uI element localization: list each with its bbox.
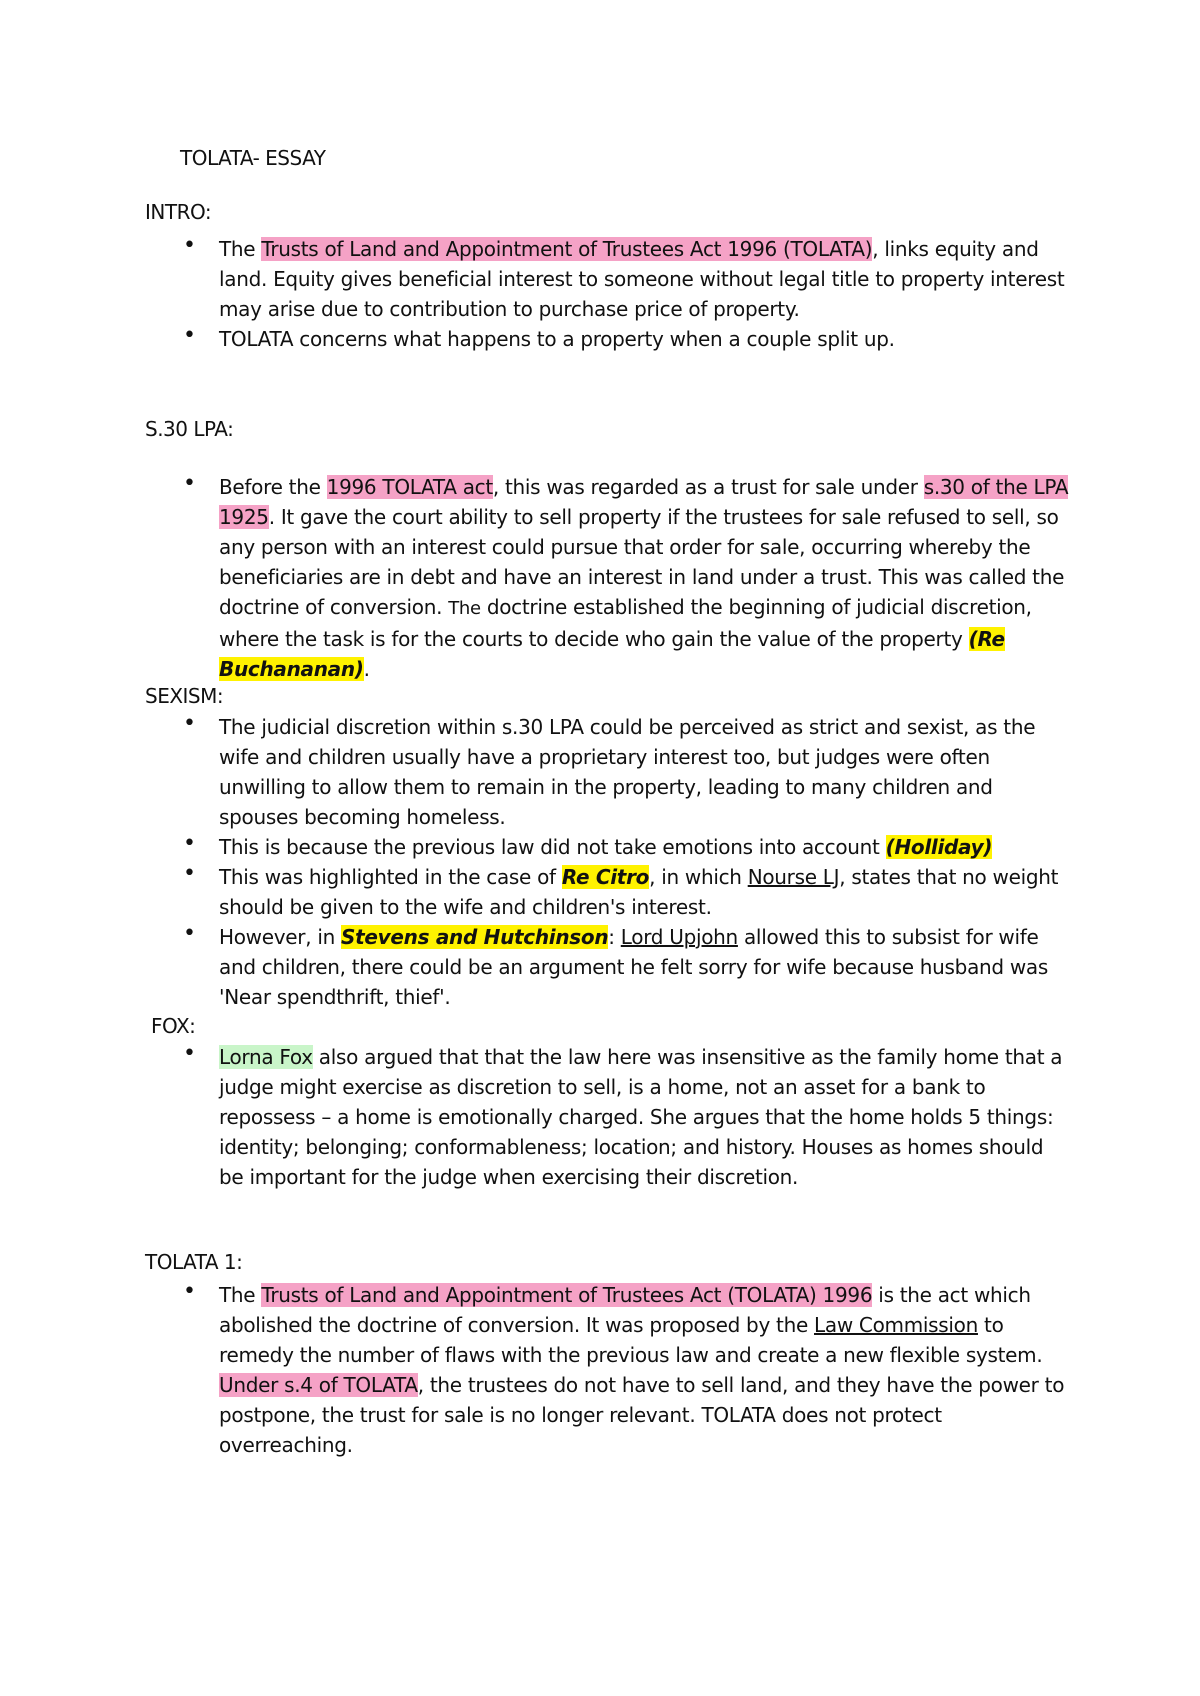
s30-bullet-1 xyxy=(219,472,1069,684)
text-run: This was highlighted in the case of xyxy=(219,865,562,889)
sexism-bullet-1 xyxy=(219,712,1069,832)
heading-fox: FOX: xyxy=(151,1014,196,1038)
heading-tolata-1: TOLATA 1: xyxy=(145,1250,243,1274)
highlight-under-s4-tolata: Under s.4 of TOLATA xyxy=(219,1373,418,1397)
heading-intro: INTRO: xyxy=(145,200,212,224)
sexism-bullet-3 xyxy=(219,862,1069,922)
sexism-bullet-4 xyxy=(219,922,1069,1012)
case-stevens-and-hutchinson: Stevens and Hutchinson xyxy=(341,925,609,949)
text-run: This is because the previous law did not take emotions into account xyxy=(219,835,886,859)
text-run: . It gave the court ability to sell property if the trustees for sale refused to sell, so any person with an interest could pursue that order for sale, occurring whereby the beneficiaries are in debt and have an interest in land under a trust. This was called the doctrine of conversion. xyxy=(219,505,1065,619)
fox-bullet-1 xyxy=(219,1042,1069,1192)
intro-bullet-1 xyxy=(219,234,1069,324)
text-run: The xyxy=(219,237,262,261)
text-run: to remedy the number of flaws with the previous law and create a new flexible system. xyxy=(219,1313,1043,1367)
highlight-1996-tolata-act: 1996 TOLATA act xyxy=(326,475,493,499)
case-re-citro: Re Citro xyxy=(561,865,650,889)
text-run: The xyxy=(448,598,481,619)
text-run: doctrine established the beginning of judicial discretion, where the task is for the courts to decide who gain the value of the property xyxy=(219,595,1032,651)
author-lorna-fox: Lorna Fox xyxy=(219,1045,313,1069)
text-run: , this was regarded as a trust for sale under xyxy=(492,475,924,499)
case-re-buchananan: (Re Buchananan) xyxy=(219,627,1005,681)
case-holliday: (Holliday) xyxy=(885,835,993,859)
judge-nourse-lj: Nourse LJ xyxy=(747,865,840,889)
text-run: The xyxy=(219,1283,262,1307)
text-run: , in which xyxy=(649,865,748,889)
text-run: : xyxy=(608,925,621,949)
heading-sexism: SEXISM: xyxy=(145,684,224,708)
highlight-tolata-1996-act: Trusts of Land and Appointment of Trustees Act (TOLATA) 1996 xyxy=(261,1283,873,1307)
law-commission: Law Commission xyxy=(814,1313,978,1337)
text-run: allowed this to subsist for wife and children, there could be an argument he felt sorry for wife because husband was 'Near spendthrift, thief'. xyxy=(219,925,1048,1009)
text-run: is the act which abolished the doctrine of conversion. It was proposed by the xyxy=(219,1283,1031,1337)
text-run: . xyxy=(363,657,370,681)
text-run: also argued that that the law here was insensitive as the family home that a judge might exercise as discretion to sell, is a home, not an asset for a bank to repossess – a home is emotionally charged. She argues that the home holds 5 things: identity; belonging; conformableness; location; and history. Houses as homes should be important for the judge when exercising their discretion. xyxy=(219,1045,1063,1189)
text-run: However, in xyxy=(219,925,342,949)
highlight-s30-lpa-1925: s.30 of the LPA 1925 xyxy=(219,475,1069,529)
sexism-bullet-2 xyxy=(219,832,1069,862)
text-run: TOLATA concerns what happens to a property when a couple split up. xyxy=(219,327,895,351)
intro-bullet-2 xyxy=(219,324,1069,354)
text-run: , the trustees do not have to sell land, and they have the power to postpone, the trust for sale is no longer relevant. TOLATA does not protect overreaching. xyxy=(219,1373,1065,1457)
judge-lord-upjohn: Lord Upjohn xyxy=(620,925,738,949)
text-run: , links equity and land. Equity gives beneficial interest to someone without legal title to property interest may arise due to contribution to purchase price of property. xyxy=(219,237,1065,321)
text-run: Before the xyxy=(219,475,327,499)
tolata1-bullet-1 xyxy=(219,1280,1069,1460)
text-run: , states that no weight should be given to the wife and children's interest. xyxy=(219,865,1059,919)
highlight-tolata-act: Trusts of Land and Appointment of Trustees Act 1996 (TOLATA) xyxy=(261,237,873,261)
text-run: The judicial discretion within s.30 LPA could be perceived as strict and sexist, as the wife and children usually have a proprietary interest too, but judges were often unwilling to allow them to remain in the property, leading to many children and spouses becoming homeless. xyxy=(219,715,1036,829)
heading-s30-lpa: S.30 LPA: xyxy=(145,417,234,441)
document-title: TOLATA- ESSAY xyxy=(180,146,326,170)
